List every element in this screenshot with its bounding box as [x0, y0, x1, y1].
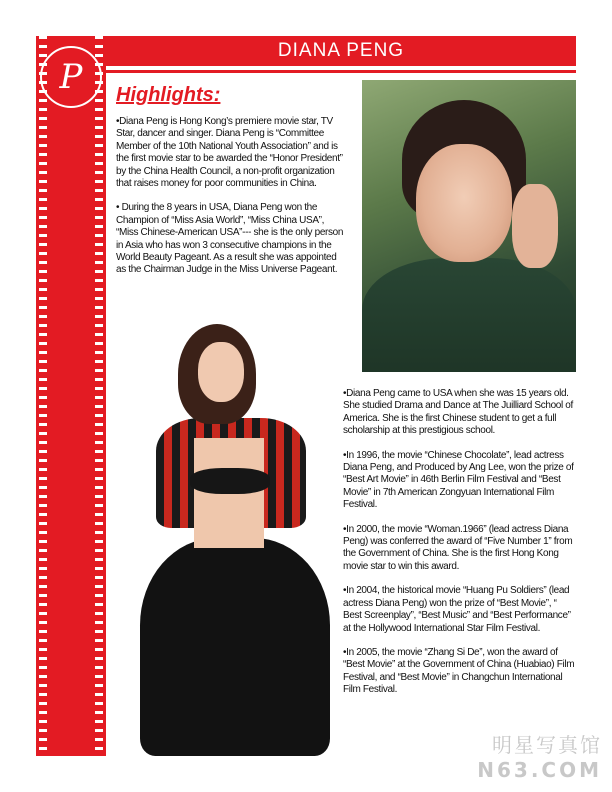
left-text-column	[116, 116, 348, 289]
photo-face-shape	[416, 144, 512, 262]
photo-jacket-shape	[362, 258, 576, 372]
page-title: DIANA PENG	[277, 40, 405, 61]
film-perforation-right	[95, 36, 103, 756]
watermark	[477, 729, 602, 782]
paragraph-2005: •In 2005, the movie “Zhang Si De”, won the award of “Best Movie” at the Government of China (Huabiao) Film Festival, and “Best Movie” in Changchun International Film Festival.	[343, 646, 575, 696]
photo-top-shape	[190, 468, 270, 494]
right-text-column	[343, 388, 575, 709]
photo-hand-shape	[512, 184, 558, 268]
decorative-sidebar	[36, 36, 106, 756]
photo-face-shape	[198, 342, 244, 402]
title-bar	[106, 36, 576, 66]
film-perforation-left	[39, 36, 47, 756]
paragraph-2004: •In 2004, the historical movie “Huang Pu Soldiers” (lead actress Diana Peng) won the prize of “Best Movie”, “ Best Screenplay”, “Best Music” and “Best Performance” at the Hollywood International Star Film Festival.	[343, 585, 571, 634]
watermark-chinese: 明星写真馆	[492, 733, 602, 757]
paragraph-juilliard: •Diana Peng came to USA when she was 15 years old. She studied Drama and Dance at The Juilliard School of America. She is the first Chinese student to get a full scholarship at this prestigious school.	[343, 388, 573, 437]
full-body-photo	[116, 318, 342, 756]
paragraph-pageants: • During the 8 years in USA, Diana Peng won the Champion of “Miss Asia World”, “Miss China USA”, “Miss Chinese-American USA”--- she is the only person in Asia who has won 3 consecutive champions in the World Beauty Pageant. As a result she was appointed as the Chairman Judge in the Miss Universe Pageant.	[116, 202, 344, 276]
logo-monogram	[40, 46, 102, 108]
photo-skirt-shape	[140, 538, 330, 756]
paragraph-1996: •In 1996, the movie “Chinese Chocolate”, lead actress Diana Peng, and Produced by Ang Lee, won the prize of “Best Art Movie” in 46th Berlin Film Festival and “Best Movie” in 7th American Zongyuan International Film Festival.	[343, 449, 574, 511]
title-underline	[106, 70, 576, 73]
portrait-photo	[362, 80, 576, 372]
paragraph-bio: •Diana Peng is Hong Kong’s premiere movie star, TV Star, dancer and singer. Diana Peng is “Committee Member of the 10th National Youth Association” and is the first movie star to be awarded the “Honor President” by the China Health Council, a non-profit organization that raises money for poor communities in China.	[116, 116, 343, 190]
paragraph-2000: •In 2000, the movie “Woman.1966” (lead actress Diana Peng) was conferred the award of “Five Number 1” from the Government of China. She is the first Hong Kong movie star to win this award.	[343, 523, 573, 572]
logo-letter: P	[59, 57, 83, 97]
watermark-site: N63.COM	[477, 758, 602, 782]
section-heading: Highlights:	[116, 84, 221, 106]
